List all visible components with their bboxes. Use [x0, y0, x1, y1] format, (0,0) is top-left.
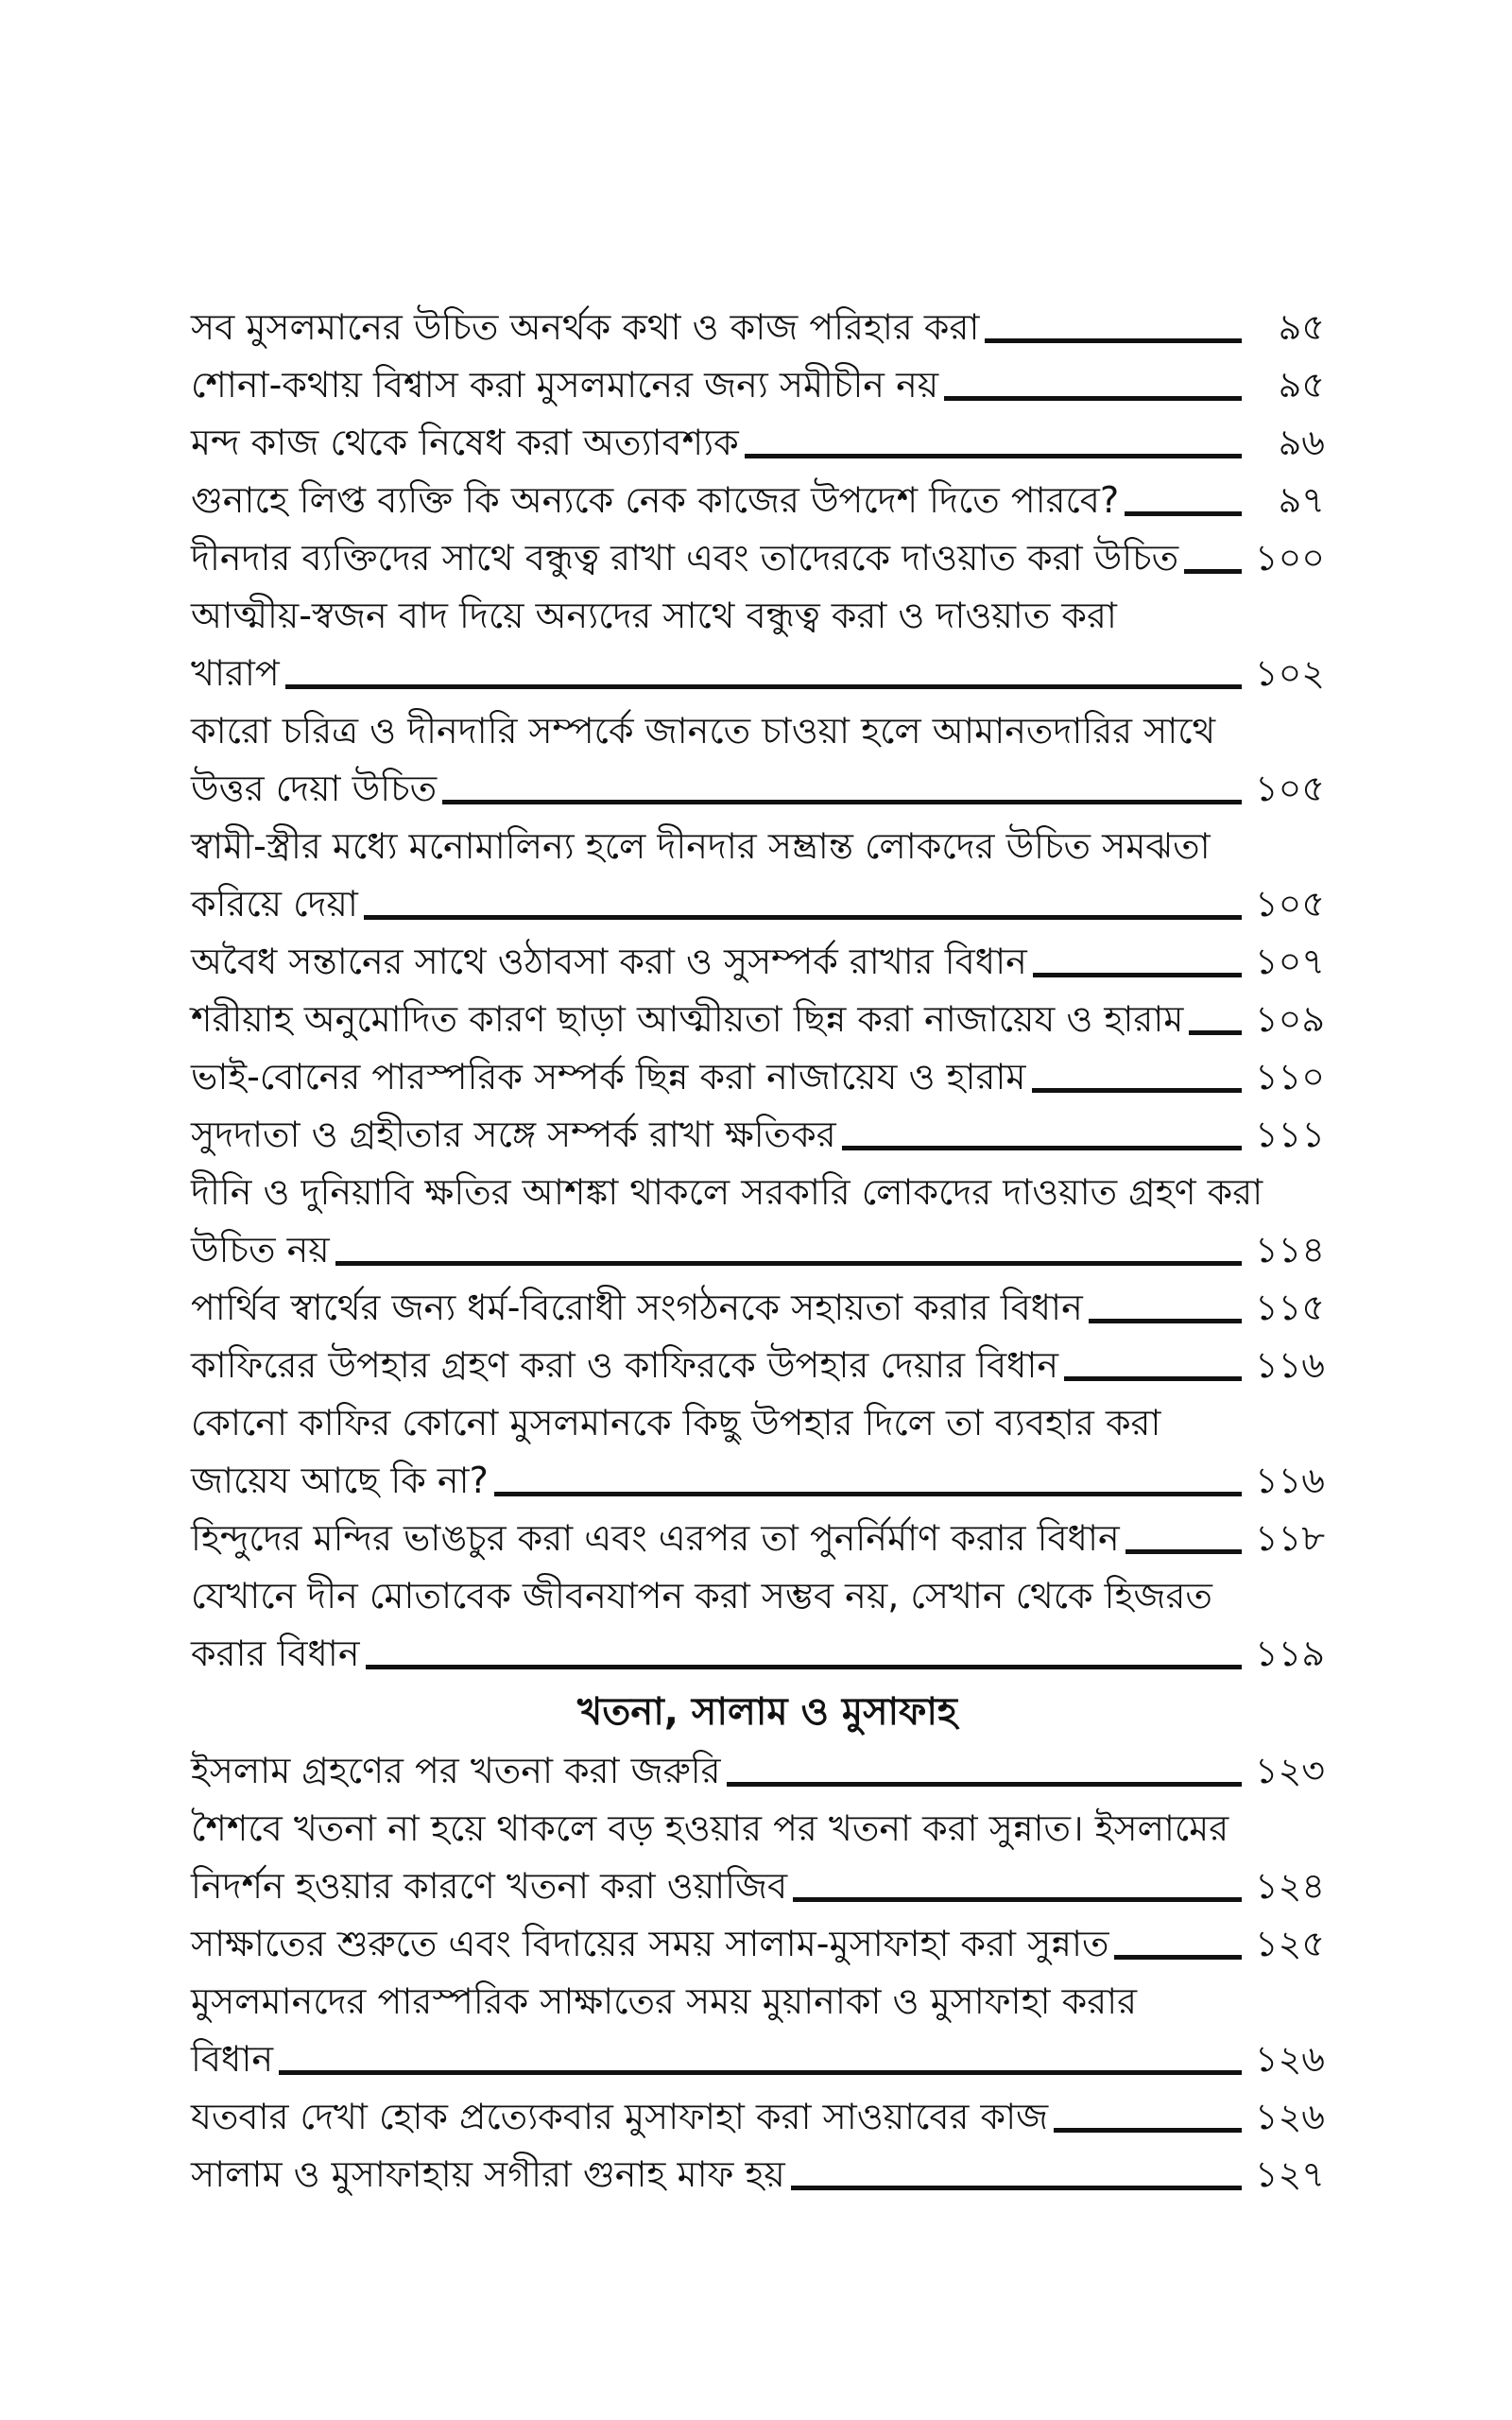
toc-page-number: ১১৯ — [1255, 1633, 1325, 1674]
toc-entry-title: জায়েয আছে কি না? — [191, 1460, 489, 1501]
toc-entry — [191, 1106, 1325, 1164]
toc-entry-title: পার্থিব স্বার্থের জন্য ধর্ম-বিরোধী সংগঠনকে সহায়তা করার বিধান — [191, 1287, 1083, 1328]
toc-entry-title: সাক্ষাতের শুরুতে এবং বিদায়ের সময় সালাম-মুসাফাহা করা সুন্নাত — [191, 1923, 1109, 1964]
toc-entry — [191, 1742, 1325, 1800]
toc-page-number: ৯৭ — [1278, 479, 1325, 521]
toc-leader-line — [745, 454, 1242, 458]
toc-entry-title-line: শৈশবে খতনা না হয়ে থাকলে বড় হওয়ার পর খতনা করা সুন্নাত। ইসলামের — [191, 1807, 1229, 1849]
toc-entry-title-line: যেখানে দীন মোতাবেক জীবনযাপন করা সম্ভব নয়, সেখান থেকে হিজরত — [191, 1575, 1212, 1616]
section-heading: খতনা, সালাম ও মুসাফাহ — [577, 1690, 957, 1734]
toc-page-number: ৯৫ — [1278, 306, 1325, 348]
toc-leader-line — [366, 1665, 1242, 1669]
toc-entry — [191, 702, 1325, 818]
toc-entry — [191, 1279, 1325, 1337]
toc-leader-line — [1089, 1319, 1242, 1323]
toc-entry-title: সুদদাতা ও গ্রহীতার সঙ্গে সম্পর্ক রাখা ক্ষতিকর — [191, 1114, 836, 1155]
toc-page-number: ১০৭ — [1254, 941, 1325, 982]
toc-page-number: ১২৬ — [1254, 2038, 1325, 2080]
toc-entry — [191, 587, 1325, 702]
toc-entry-title: করার বিধান — [191, 1633, 360, 1674]
toc-leader-line — [279, 2070, 1242, 2075]
toc-entry — [191, 2088, 1325, 2146]
toc-entry-title: গুনাহে লিপ্ত ব্যক্তি কি অন্যকে নেক কাজের উপদেশ দিতে পারবে? — [191, 479, 1120, 521]
toc-entry-title: ভাই-বোনের পারস্পরিক সম্পর্ক ছিন্ন করা নাজায়েয ও হারাম — [191, 1056, 1026, 1098]
toc-entry-title-line: মুসলমানদের পারস্পরিক সাক্ষাতের সময় মুয়ানাকা ও মুসাফাহা করার — [191, 1980, 1138, 2022]
toc-entry-title: শরীয়াহ অনুমোদিত কারণ ছাড়া আত্মীয়তা ছিন্ন করা নাজায়েয ও হারাম — [191, 998, 1184, 1040]
toc-entry-title-line: কারো চরিত্র ও দীনদারি সম্পর্কে জানতে চাওয়া হলে আমানতদারির সাথে — [191, 710, 1216, 752]
toc-page-number: ১০৯ — [1254, 998, 1325, 1040]
toc-leader-line — [442, 800, 1242, 804]
toc-entry — [191, 1164, 1325, 1279]
toc-leader-line — [1064, 1376, 1242, 1381]
toc-page-number: ১১৮ — [1255, 1517, 1325, 1559]
toc-leader-line — [727, 1782, 1242, 1787]
toc-entry-title: দীনদার ব্যক্তিদের সাথে বন্ধুত্ব রাখা এবং তাদেরকে দাওয়াত করা উচিত — [191, 537, 1179, 579]
toc-entry-title: উচিত নয় — [191, 1229, 330, 1270]
toc-leader-line — [1114, 1955, 1242, 1960]
toc-page-number: ১২৭ — [1254, 2153, 1325, 2195]
toc-entry-title: নিদর্শন হওয়ার কারণে খতনা করা ওয়াজিব — [191, 1865, 788, 1907]
table-of-contents — [191, 299, 1325, 2204]
toc-page-number: ১১৪ — [1255, 1229, 1325, 1270]
toc-entry — [191, 933, 1325, 991]
toc-entry — [191, 1394, 1325, 1510]
toc-page-number: ১২৬ — [1254, 2096, 1325, 2137]
toc-leader-line — [335, 1261, 1242, 1266]
toc-entry — [191, 818, 1325, 933]
toc-entry — [191, 356, 1325, 414]
toc-entry — [191, 1510, 1325, 1567]
toc-page-number: ৯৬ — [1278, 422, 1325, 463]
toc-entry — [191, 414, 1325, 472]
toc-entry — [191, 1915, 1325, 1973]
toc-page-number: ১২৩ — [1254, 1750, 1325, 1791]
toc-leader-line — [1125, 1549, 1242, 1554]
toc-leader-line — [1032, 1088, 1242, 1093]
toc-leader-line — [944, 396, 1242, 401]
toc-entry — [191, 1048, 1325, 1106]
toc-entry — [191, 299, 1325, 356]
toc-page-number: ১০৫ — [1254, 883, 1325, 925]
toc-page-number: ১১০ — [1254, 1056, 1325, 1098]
toc-page-number: ১০২ — [1254, 652, 1325, 694]
toc-page-number: ১০০ — [1254, 537, 1325, 579]
toc-entry-title: হিন্দুদের মন্দির ভাঙচুর করা এবং এরপর তা পুনর্নির্মাণ করার বিধান — [191, 1517, 1120, 1559]
toc-page-number: ১১৫ — [1255, 1287, 1325, 1328]
toc-entry-title-line: স্বামী-স্ত্রীর মধ্যে মনোমালিন্য হলে দীনদার সম্ভ্রান্ত লোকদের উচিত সমঝতা — [191, 825, 1211, 867]
toc-leader-line — [285, 684, 1242, 689]
toc-entry — [191, 1337, 1325, 1394]
toc-entry-title-line: দীনি ও দুনিয়াবি ক্ষতির আশঙ্কা থাকলে সরকারি লোকদের দাওয়াত গ্রহণ করা — [191, 1171, 1263, 1213]
toc-page-number: ৯৫ — [1278, 364, 1325, 406]
toc-leader-line — [494, 1492, 1242, 1496]
toc-entry-title: কাফিরের উপহার গ্রহণ করা ও কাফিরকে উপহার দেয়ার বিধান — [191, 1344, 1059, 1386]
toc-leader-line — [364, 915, 1242, 920]
toc-entry — [191, 1800, 1325, 1915]
toc-entry-title: শোনা-কথায় বিশ্বাস করা মুসলমানের জন্য সমীচীন নয় — [191, 364, 939, 406]
toc-leader-line — [1125, 511, 1242, 516]
toc-leader-line — [1033, 973, 1242, 977]
toc-leader-line — [1184, 569, 1242, 574]
toc-leader-line — [793, 1897, 1242, 1902]
toc-leader-line — [1189, 1030, 1242, 1035]
toc-entry — [191, 529, 1325, 587]
toc-leader-line — [842, 1146, 1242, 1150]
toc-entry-title: অবৈধ সন্তানের সাথে ওঠাবসা করা ও সুসম্পর্ক রাখার বিধান — [191, 941, 1027, 982]
toc-entry-title: যতবার দেখা হোক প্রত্যেকবার মুসাফাহা করা সাওয়াবের কাজ — [191, 2096, 1049, 2137]
toc-entry-title: মন্দ কাজ থেকে নিষেধ করা অত্যাবশ্যক — [191, 422, 739, 463]
toc-entry — [191, 991, 1325, 1048]
toc-entry-title: বিধান — [191, 2038, 274, 2080]
toc-entry-title: ইসলাম গ্রহণের পর খতনা করা জরুরি — [191, 1750, 721, 1791]
toc-page-number: ১১১ — [1255, 1114, 1325, 1155]
toc-entry — [191, 1567, 1325, 1683]
toc-entry-title: সালাম ও মুসাফাহায় সগীরা গুনাহ মাফ হয় — [191, 2153, 785, 2195]
toc-page-number: ১০৫ — [1254, 768, 1325, 809]
toc-entry — [191, 1973, 1325, 2088]
toc-entry-title-line: আত্মীয়-স্বজন বাদ দিয়ে অন্যদের সাথে বন্ধুত্ব করা ও দাওয়াত করা — [191, 595, 1117, 636]
toc-entry-title: সব মুসলমানের উচিত অনর্থক কথা ও কাজ পরিহার করা — [191, 306, 980, 348]
toc-page-number: ১২৪ — [1254, 1865, 1325, 1907]
toc-page-number: ১২৫ — [1254, 1923, 1325, 1964]
toc-entry — [191, 472, 1325, 529]
toc-leader-line — [791, 2186, 1242, 2190]
toc-leader-line — [985, 338, 1242, 343]
toc-entry-title-line: কোনো কাফির কোনো মুসলমানকে কিছু উপহার দিলে তা ব্যবহার করা — [191, 1402, 1161, 1443]
toc-leader-line — [1054, 2128, 1242, 2133]
toc-page-number: ১১৬ — [1254, 1344, 1325, 1386]
toc-entry-title: উত্তর দেয়া উচিত — [191, 768, 438, 809]
toc-entry-title: খারাপ — [191, 652, 280, 694]
toc-entry-title: করিয়ে দেয়া — [191, 883, 358, 925]
toc-page-number: ১১৬ — [1254, 1460, 1325, 1501]
toc-entry — [191, 2146, 1325, 2204]
